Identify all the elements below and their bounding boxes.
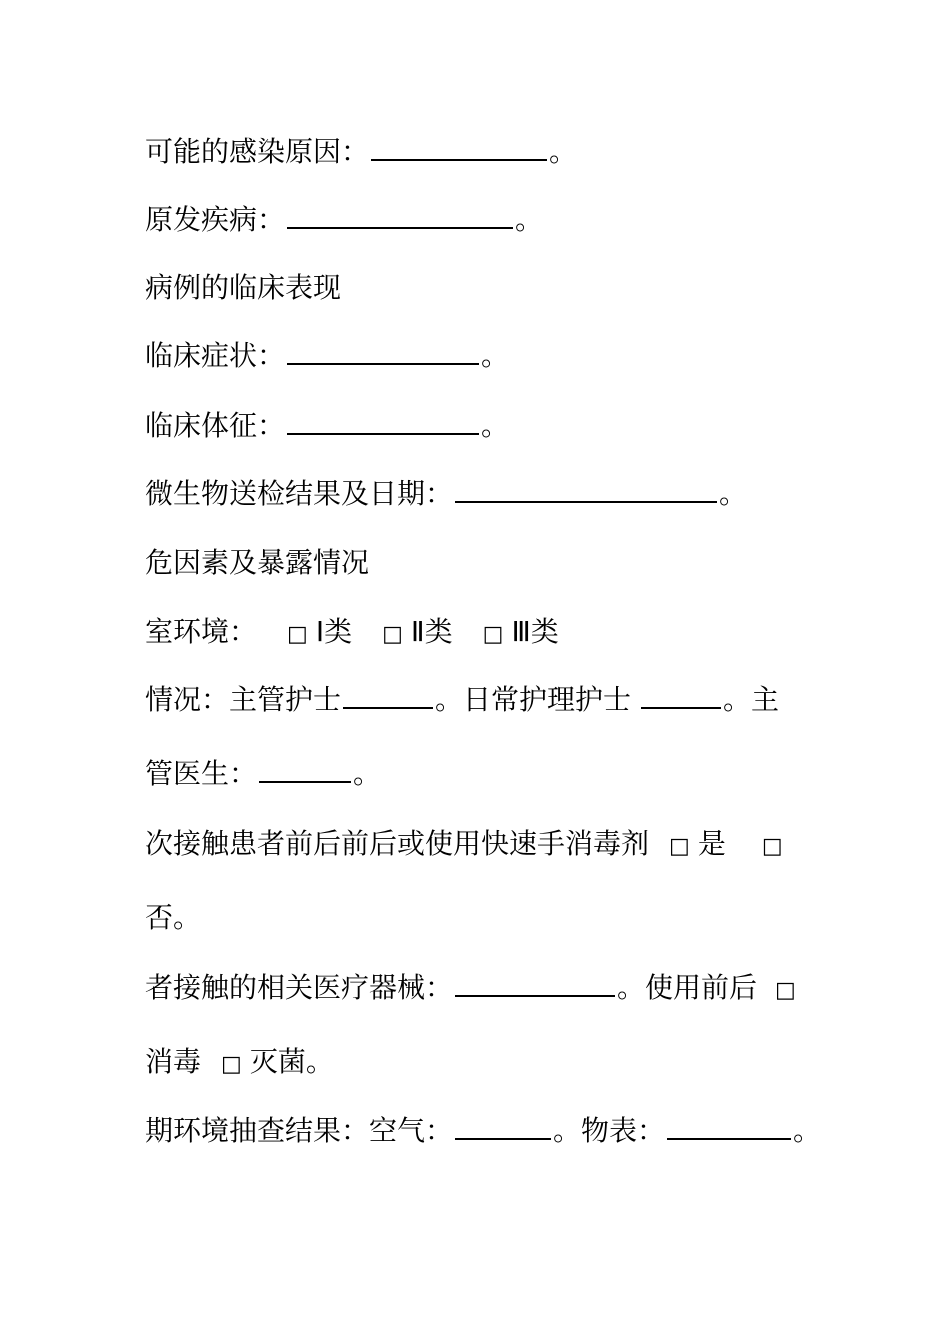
medical-device-label: 者接触的相关医疗器械： — [145, 971, 454, 1004]
room-environment-label: 室环境： — [145, 615, 258, 648]
environment-sampling-line — [145, 1115, 821, 1147]
clinical-presentation-heading — [145, 272, 341, 304]
head-doctor-blank[interactable] — [259, 759, 351, 783]
clinical-signs-line — [145, 410, 509, 442]
daily-nurse-blank[interactable] — [641, 685, 721, 709]
checkbox-class-1[interactable]: □ — [287, 622, 308, 647]
disinfect-label: 消毒 — [145, 1045, 202, 1078]
risk-factors-text: 危因素及暴露情况 — [145, 546, 370, 579]
period: 。 — [481, 339, 510, 372]
class-2-label: Ⅱ类 — [410, 615, 453, 648]
air-result-blank[interactable] — [455, 1116, 551, 1140]
medical-device-blank[interactable] — [455, 973, 615, 997]
daily-nurse-label: 。日常护理护士 — [435, 683, 632, 716]
before-after-use-label: 。使用前后 — [617, 971, 758, 1004]
hand-hygiene-line — [145, 828, 791, 860]
yes-label: 是 — [697, 827, 726, 860]
head-doctor-label: 管医生： — [145, 757, 258, 790]
period: 。 — [515, 203, 544, 236]
checkbox-class-2[interactable]: □ — [382, 622, 403, 647]
class-1-label: Ⅰ类 — [315, 615, 353, 648]
environment-sampling-label: 期环境抽查结果：空气： — [145, 1114, 454, 1147]
clinical-symptoms-line — [145, 340, 509, 372]
microbiology-line — [145, 478, 747, 510]
clinical-signs-blank[interactable] — [287, 411, 479, 435]
period: 。 — [353, 757, 382, 790]
surface-label: 。物表： — [553, 1114, 666, 1147]
checkbox-sterilize[interactable]: □ — [221, 1052, 242, 1077]
checkbox-disinfect[interactable]: □ — [775, 978, 796, 1003]
class-3-label: Ⅲ类 — [511, 615, 559, 648]
checkbox-yes[interactable]: □ — [669, 834, 690, 859]
nursing-line — [145, 684, 779, 716]
doctor-line — [145, 758, 381, 790]
no-label: 否。 — [145, 901, 202, 934]
room-environment-line — [145, 616, 559, 648]
clinical-symptoms-label: 临床症状： — [145, 339, 286, 372]
infection-cause-label: 可能的感染原因： — [145, 135, 370, 168]
microbiology-blank[interactable] — [455, 479, 717, 503]
hand-hygiene-label: 次接触患者前后前后或使用快速手消毒剂 — [145, 827, 650, 860]
clinical-presentation-text: 病例的临床表现 — [145, 271, 342, 304]
sterilize-line — [145, 1046, 334, 1078]
head-nurse-label: 情况：主管护士 — [145, 683, 342, 716]
microbiology-label: 微生物送检结果及日期： — [145, 477, 454, 510]
clinical-signs-label: 临床体征： — [145, 409, 286, 442]
period: 。 — [481, 409, 510, 442]
head-doctor-label-start: 。主 — [723, 683, 780, 716]
period: 。 — [793, 1114, 822, 1147]
infection-cause-line — [145, 136, 577, 168]
head-nurse-blank[interactable] — [343, 685, 433, 709]
primary-disease-line — [145, 204, 543, 236]
infection-cause-blank[interactable] — [371, 137, 547, 161]
sterilize-label: 灭菌。 — [249, 1045, 334, 1078]
primary-disease-label: 原发疾病： — [145, 203, 286, 236]
medical-device-line — [145, 972, 804, 1004]
primary-disease-blank[interactable] — [287, 205, 513, 229]
checkbox-no[interactable]: □ — [761, 834, 783, 859]
checkbox-class-3[interactable]: □ — [482, 622, 504, 647]
period: 。 — [719, 477, 748, 510]
no-option-line — [145, 902, 201, 934]
surface-result-blank[interactable] — [667, 1116, 791, 1140]
clinical-symptoms-blank[interactable] — [287, 341, 479, 365]
period: 。 — [549, 135, 578, 168]
risk-factors-heading — [145, 547, 369, 579]
